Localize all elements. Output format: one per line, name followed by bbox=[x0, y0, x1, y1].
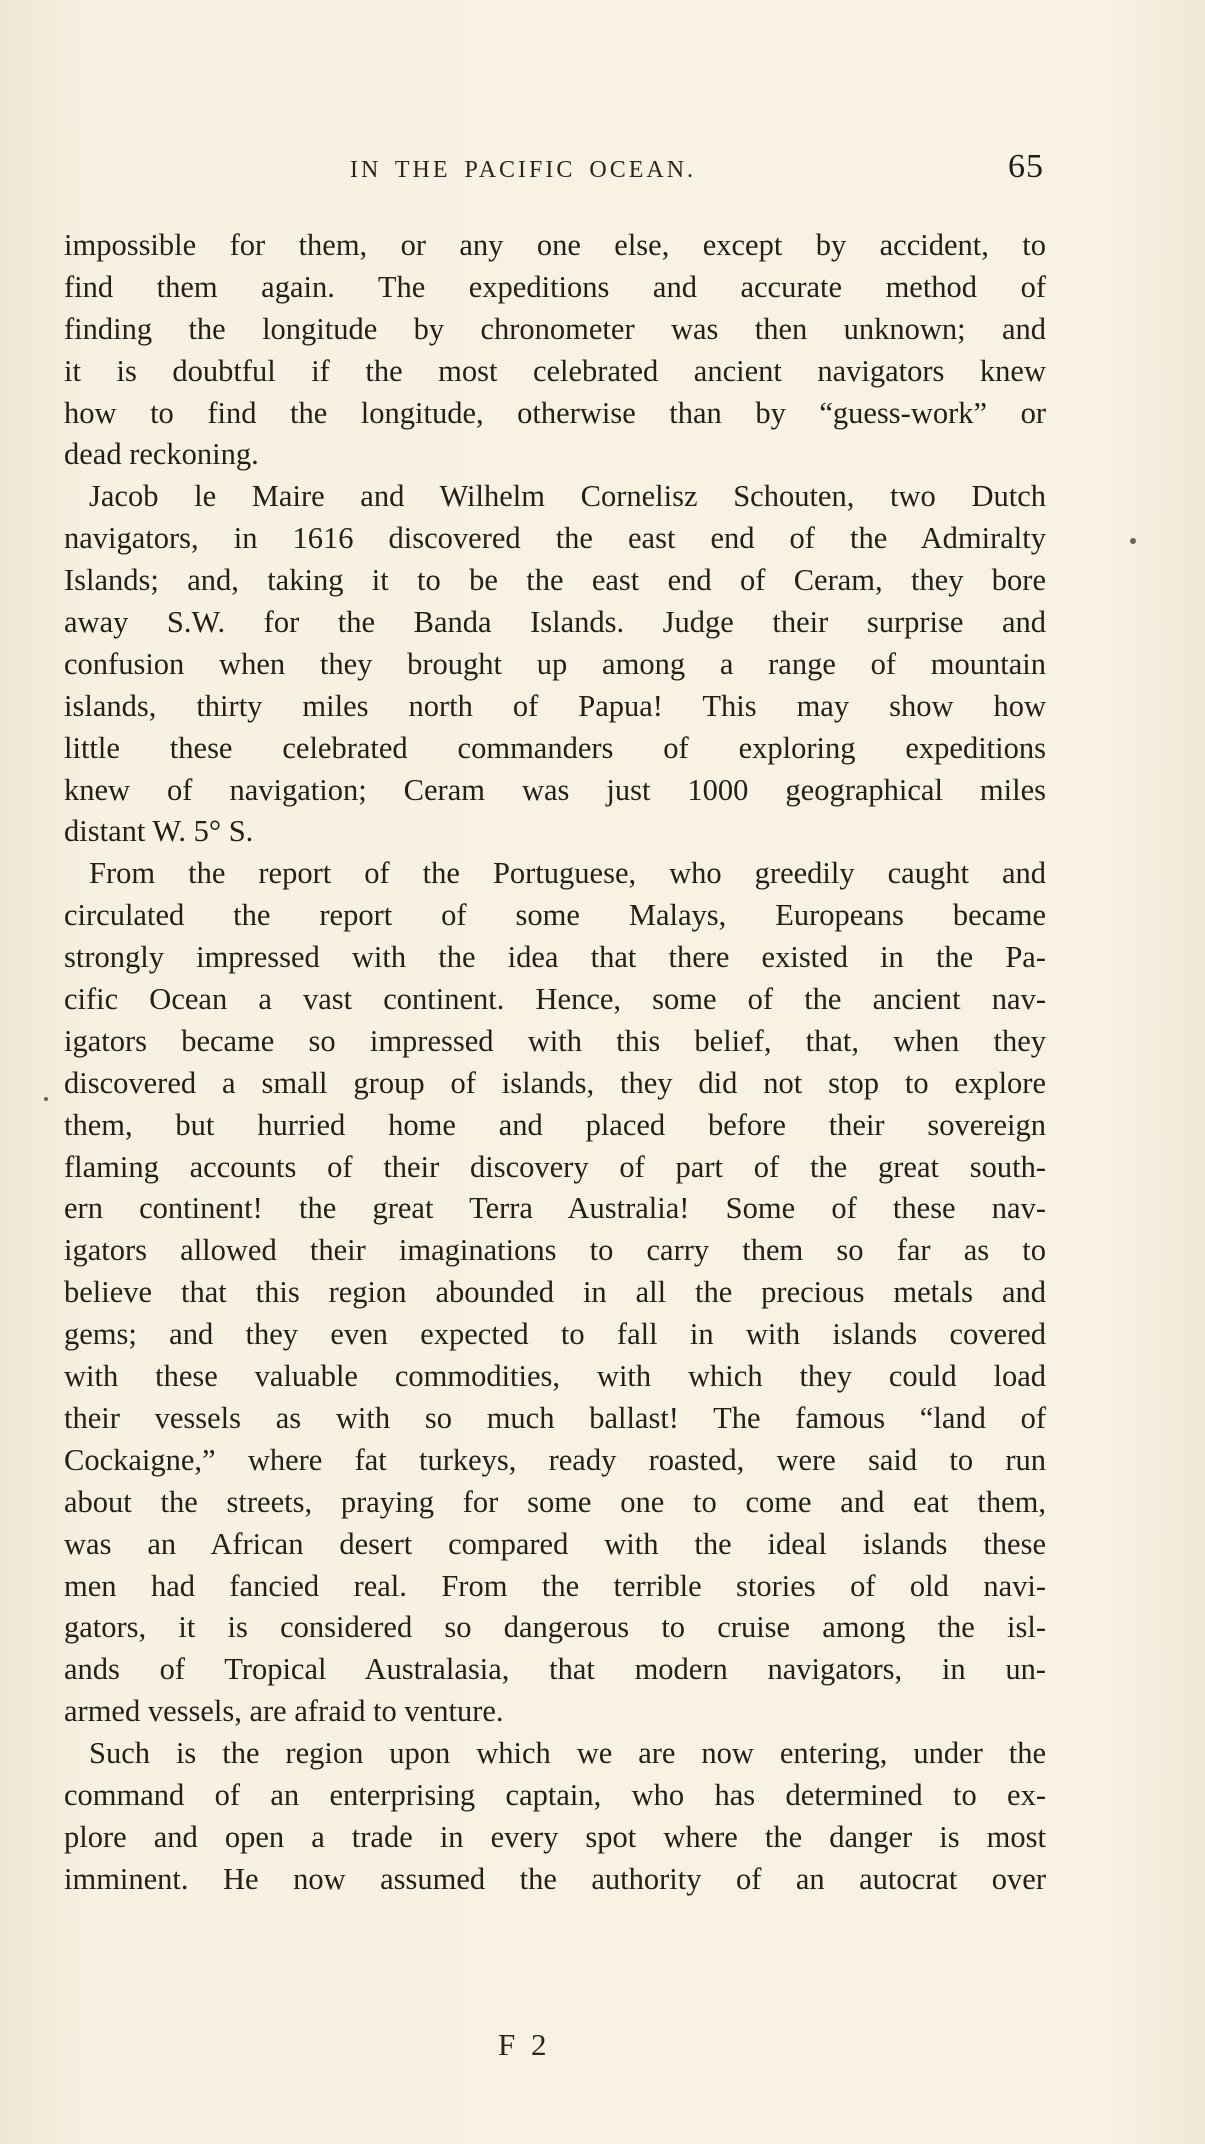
text-line: confusion when they brought up among a range of mountain bbox=[64, 646, 1046, 681]
text-line: Cockaigne,” where fat turkeys, ready roasted, were said to run bbox=[64, 1442, 1046, 1477]
text-line: plore and open a trade in every spot where the danger is most bbox=[64, 1819, 1046, 1854]
text-line: ern continent! the great Terra Australia! Some of these nav- bbox=[64, 1191, 1046, 1226]
ink-speck bbox=[44, 1097, 48, 1101]
text-line: men had fancied real. From the terrible stories of old navi- bbox=[64, 1568, 1046, 1603]
text-line: Islands; and, taking it to be the east end of Ceram, they bore bbox=[64, 563, 1046, 598]
text-line: imminent. He now assumed the authority of an autocrat over bbox=[64, 1861, 1046, 1896]
text-line: From the report of the Portuguese, who greedily caught and bbox=[89, 856, 1046, 891]
text-line: how to find the longitude, otherwise than by “guess-work” or bbox=[64, 395, 1046, 430]
text-line: with these valuable commodities, with which they could load bbox=[64, 1359, 1046, 1394]
text-line: away S.W. for the Banda Islands. Judge their surprise and bbox=[64, 605, 1046, 640]
running-head bbox=[64, 148, 1044, 198]
ink-speck bbox=[1130, 538, 1136, 544]
text-line: flaming accounts of their discovery of part of the great south- bbox=[64, 1149, 1046, 1184]
text-line: cific Ocean a vast continent. Hence, some of the ancient nav- bbox=[64, 982, 1046, 1017]
text-line: distant W. 5° S. bbox=[64, 814, 254, 849]
text-line: Such is the region upon which we are now entering, under the bbox=[89, 1736, 1046, 1771]
text-line: islands, thirty miles north of Papua! This may show how bbox=[64, 688, 1046, 723]
running-title: IN THE PACIFIC OCEAN. bbox=[350, 157, 697, 183]
text-line: gems; and they even expected to fall in with islands covered bbox=[64, 1317, 1046, 1352]
text-line: impossible for them, or any one else, except by accident, to bbox=[64, 228, 1046, 262]
text-line: discovered a small group of islands, they did not stop to explore bbox=[64, 1065, 1046, 1100]
signature-mark: F 2 bbox=[498, 2027, 551, 2062]
text-line: strongly impressed with the idea that there existed in the Pa- bbox=[64, 940, 1046, 975]
text-line: find them again. The expeditions and accurate method of bbox=[64, 269, 1046, 304]
text-line: was an African desert compared with the ideal islands these bbox=[64, 1526, 1046, 1561]
text-line: ands of Tropical Australasia, that modern navigators, in un- bbox=[64, 1652, 1046, 1687]
text-line: little these celebrated commanders of exploring expeditions bbox=[64, 730, 1046, 765]
text-line: igators became so impressed with this belief, that, when they bbox=[64, 1023, 1046, 1058]
page-number: 65 bbox=[1008, 148, 1044, 185]
text-line: circulated the report of some Malays, Europeans became bbox=[64, 898, 1046, 933]
text-line: Jacob le Maire and Wilhelm Cornelisz Schouten, two Dutch bbox=[89, 479, 1046, 514]
text-line: dead reckoning. bbox=[64, 437, 259, 472]
text-line: gators, it is considered so dangerous to cruise among the isl- bbox=[64, 1610, 1046, 1645]
text-line: finding the longitude by chronometer was then unknown; and bbox=[64, 311, 1046, 346]
body-text bbox=[64, 225, 1046, 1901]
text-line: their vessels as with so much ballast! The famous “land of bbox=[64, 1400, 1046, 1435]
text-line: them, but hurried home and placed before their sovereign bbox=[64, 1107, 1046, 1142]
text-line: navigators, in 1616 discovered the east end of the Admiralty bbox=[64, 521, 1046, 556]
text-line: believe that this region abounded in all the precious metals and bbox=[64, 1275, 1046, 1310]
text-line: armed vessels, are afraid to venture. bbox=[64, 1694, 504, 1729]
text-line: knew of navigation; Ceram was just 1000 geographical miles bbox=[64, 772, 1046, 807]
text-line: about the streets, praying for some one to come and eat them, bbox=[64, 1484, 1046, 1519]
text-line: it is doubtful if the most celebrated ancient navigators knew bbox=[64, 353, 1046, 388]
text-line: igators allowed their imaginations to carry them so far as to bbox=[64, 1233, 1046, 1268]
text-line: command of an enterprising captain, who has determined to ex- bbox=[64, 1777, 1046, 1812]
